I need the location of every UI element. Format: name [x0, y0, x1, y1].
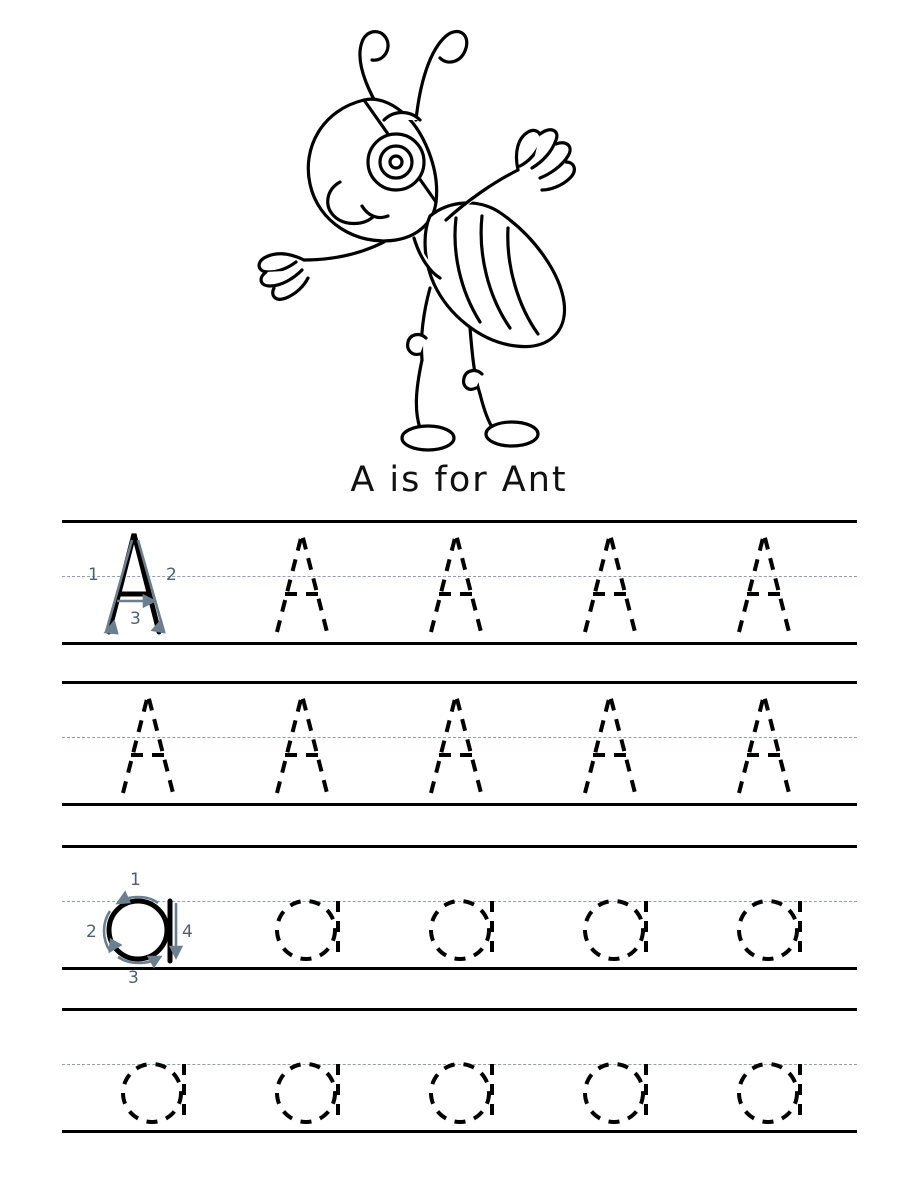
- stroke-number-3: 3: [128, 968, 139, 988]
- row-glyphs-lowercase-guided: [62, 845, 857, 988]
- stroke-number-1: 1: [130, 870, 141, 890]
- row-glyphs-uppercase-guided: [62, 520, 857, 645]
- practice-row-lowercase-trace: [62, 1008, 857, 1133]
- row-glyphs-uppercase-trace: [62, 681, 857, 806]
- stroke-number-1: 1: [88, 565, 99, 585]
- stroke-number-4: 4: [182, 922, 193, 942]
- stroke-number-2: 2: [86, 922, 97, 942]
- stroke-number-2: 2: [166, 565, 177, 585]
- page-title: A is for Ant: [350, 460, 568, 500]
- practice-row-uppercase-guided: [62, 520, 857, 645]
- practice-row-uppercase-trace: [62, 681, 857, 806]
- stroke-number-3: 3: [130, 609, 141, 629]
- ant-illustration: [0, 10, 918, 460]
- practice-row-lowercase-guided: [62, 845, 857, 988]
- row-glyphs-lowercase-trace: [62, 1008, 857, 1133]
